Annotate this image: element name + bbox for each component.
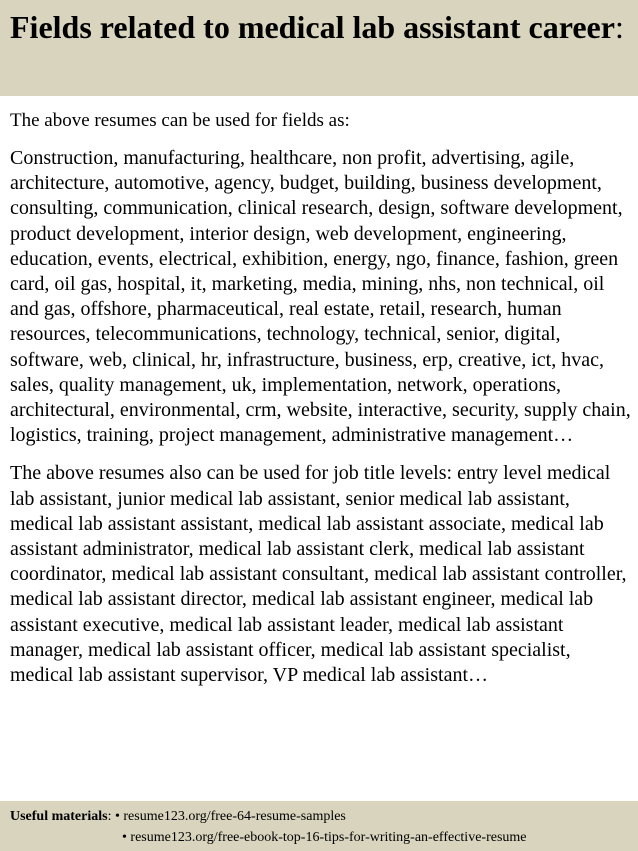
- resource-link-resume-samples[interactable]: • resume123.org/free-64-resume-samples: [114, 809, 346, 824]
- page-title: [10, 6, 628, 48]
- intro-text: The above resumes can be used for fields as:: [10, 110, 350, 131]
- footer-row-1: [10, 806, 628, 827]
- resource-link-ebook-tips[interactable]: • resume123.org/free-ebook-top-16-tips-for-writing-an-effective-resume: [122, 830, 527, 845]
- title-banner: [0, 0, 638, 96]
- page-title-colon: :: [614, 9, 624, 45]
- main-content: [10, 108, 635, 688]
- useful-materials-label: Useful materials: [10, 809, 108, 824]
- useful-materials-label-suffix: :: [107, 809, 115, 824]
- footer-row-2: [10, 827, 628, 848]
- page-title-text: Fields related to medical lab assistant career: [10, 9, 615, 45]
- job-titles-paragraph: The above resumes also can be used for job title levels: entry level medical lab assistant, junior medical lab assistant, senior medical lab assistant, medical lab assistant assistant, medical lab assistant associate, medical lab assistant administrator, medical lab assistant clerk, medical lab assistant coordinator, medical lab assistant consultant, medical lab assistant controller, medical lab assistant director, medical lab assistant engineer, medical lab assistant executive, medical lab assistant leader, medical lab assistant manager, medical lab assistant officer, medical lab assistant specialist, medical lab assistant supervisor, VP medical lab assistant…: [10, 462, 627, 687]
- fields-list-paragraph: Construction, manufacturing, healthcare, non profit, advertising, agile, architecture, automotive, agency, budget, building, business development, consulting, communication, clinical research, design, software development, product development, interior design, web development, engineering, education, events, electrical, exhibition, energy, ngo, finance, fashion, green card, oil gas, hospital, it, marketing, media, mining, nhs, non technical, oil and gas, offshore, pharmaceutical, real estate, retail, research, human resources, telecommunications, technology, technical, senior, digital, software, web, clinical, hr, infrastructure, business, erp, creative, ict, hvac, sales, quality management, uk, implementation, network, operations, architectural, environmental, crm, website, interactive, security, supply chain, logistics, training, project management, administrative management…: [10, 147, 631, 447]
- useful-materials-footer: [0, 801, 638, 851]
